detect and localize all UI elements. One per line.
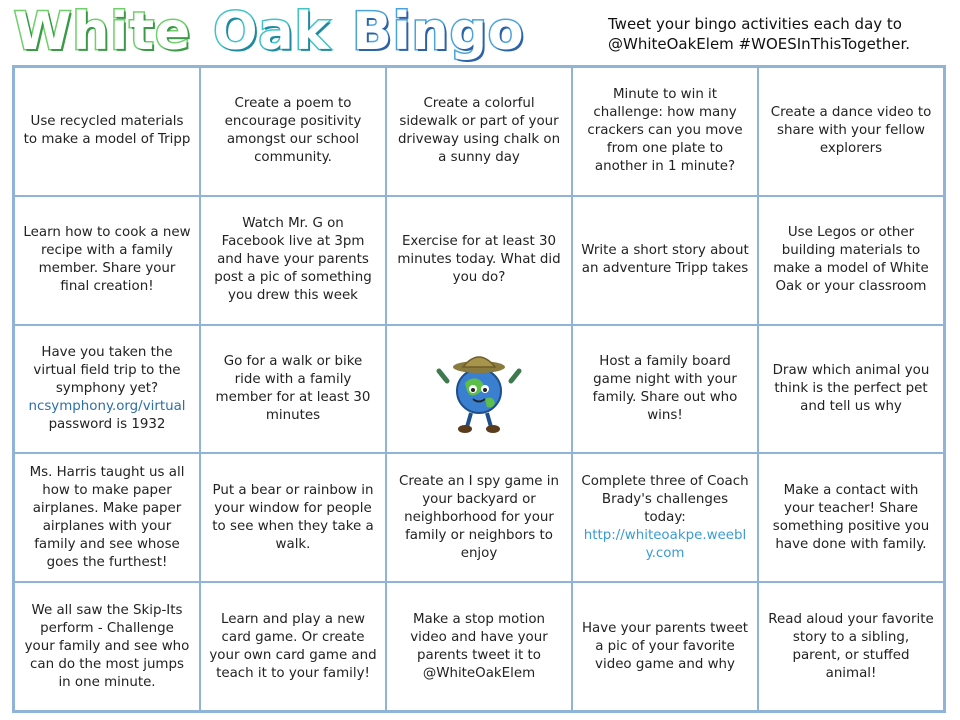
page-title [14, 2, 547, 62]
cell-text: Create a poem to encourage positivity amongst our school community. [224, 96, 362, 166]
bingo-cell [14, 325, 200, 454]
bingo-cell [200, 453, 386, 582]
cell-text: We all saw the Skip-Its perform - Challenge your family and see who can do the most jumps in one minute. [24, 602, 190, 690]
cell-text: Minute to win it challenge: how many crackers can you move from one plate to another in 1 minute? [587, 87, 743, 175]
bingo-cell [200, 67, 386, 196]
tweet-line-1: Tweet your bingo activities each day to [608, 15, 902, 33]
explorer-globe-mascot-icon [395, 330, 563, 449]
cell-text: Use recycled materials to make a model of Tripp [23, 114, 191, 148]
bingo-cell [386, 582, 572, 711]
bingo-cell [386, 453, 572, 582]
bingo-cell [572, 453, 758, 582]
bingo-cell [14, 67, 200, 196]
bingo-cell [758, 582, 944, 711]
weebly-link[interactable]: http://whiteoakpe.weebly.com [583, 527, 747, 561]
bingo-cell [386, 196, 572, 325]
bingo-cell [14, 453, 200, 582]
bingo-cell [758, 453, 944, 582]
tweet-line-2: @WhiteOakElem #WOESInThisTogether. [608, 35, 911, 53]
bingo-cell [572, 325, 758, 454]
cell-text: Exercise for at least 30 minutes today. What did you do? [397, 234, 561, 286]
cell-text: Ms. Harris taught us all how to make paper airplanes. Make paper airplanes with your family and see whose goes the furthest! [29, 464, 185, 570]
title-word-oak: Oak [213, 2, 331, 62]
cell-text: Make a contact with your teacher! Share something positive you have done with family. [772, 482, 930, 552]
cell-text: Watch Mr. G on Facebook live at 3pm and have your parents post a pic of something you drew this week [214, 216, 372, 304]
cell-text: Read aloud your favorite story to a sibling, parent, or stuffed animal! [768, 611, 934, 681]
cell-text: Create an I spy game in your backyard or neighborhood for your family or neighbors to enjoy [398, 473, 559, 561]
title-word-bingo: Bingo [352, 2, 525, 62]
bingo-cell [758, 325, 944, 454]
cell-text: Have you taken the virtual field trip to the symphony yet? [33, 344, 181, 396]
symphony-link[interactable]: ncsymphony.org/virtual [28, 398, 186, 414]
bingo-cell [572, 67, 758, 196]
bingo-cell [572, 582, 758, 711]
bingo-cell [200, 196, 386, 325]
bingo-cell-free-space [386, 325, 572, 454]
cell-text-symphony [23, 344, 191, 434]
bingo-cell [200, 582, 386, 711]
cell-text: Host a family board game night with your family. Share out who wins! [592, 353, 738, 423]
cell-text: Learn how to cook a new recipe with a family member. Share your final creation! [23, 225, 191, 295]
cell-text: Go for a walk or bike ride with a family member for at least 30 minutes [215, 353, 371, 423]
cell-text: Draw which animal you think is the perfect pet and tell us why [772, 362, 930, 414]
cell-text: Put a bear or rainbow in your window for people to see when they take a walk. [212, 482, 374, 552]
cell-text: Learn and play a new card game. Or create your own card game and teach it to your family! [209, 611, 377, 681]
cell-text: Make a stop motion video and have your parents tweet it to @WhiteOakElem [410, 611, 548, 681]
tweet-instructions [608, 14, 948, 54]
cell-text: Write a short story about an adventure Tripp takes [581, 243, 749, 277]
cell-text: Use Legos or other building materials to make a model of White Oak or your classroom [773, 225, 929, 295]
bingo-cell [386, 67, 572, 196]
bingo-cell [758, 196, 944, 325]
bingo-cell [14, 196, 200, 325]
cell-text: Have your parents tweet a pic of your favorite video game and why [581, 620, 749, 672]
bingo-cell [572, 196, 758, 325]
cell-text-coach-brady [581, 473, 749, 563]
cell-text: Complete three of Coach Brady's challenges today: [581, 473, 749, 525]
cell-text: Create a dance video to share with your fellow explorers [770, 105, 932, 157]
bingo-cell [14, 582, 200, 711]
bingo-cell [758, 67, 944, 196]
bingo-cell [200, 325, 386, 454]
cell-text: Create a colorful sidewalk or part of your driveway using chalk on a sunny day [397, 96, 561, 166]
title-word-white: White [14, 2, 192, 62]
password-text: password is 1932 [48, 416, 166, 432]
bingo-board [12, 65, 946, 713]
